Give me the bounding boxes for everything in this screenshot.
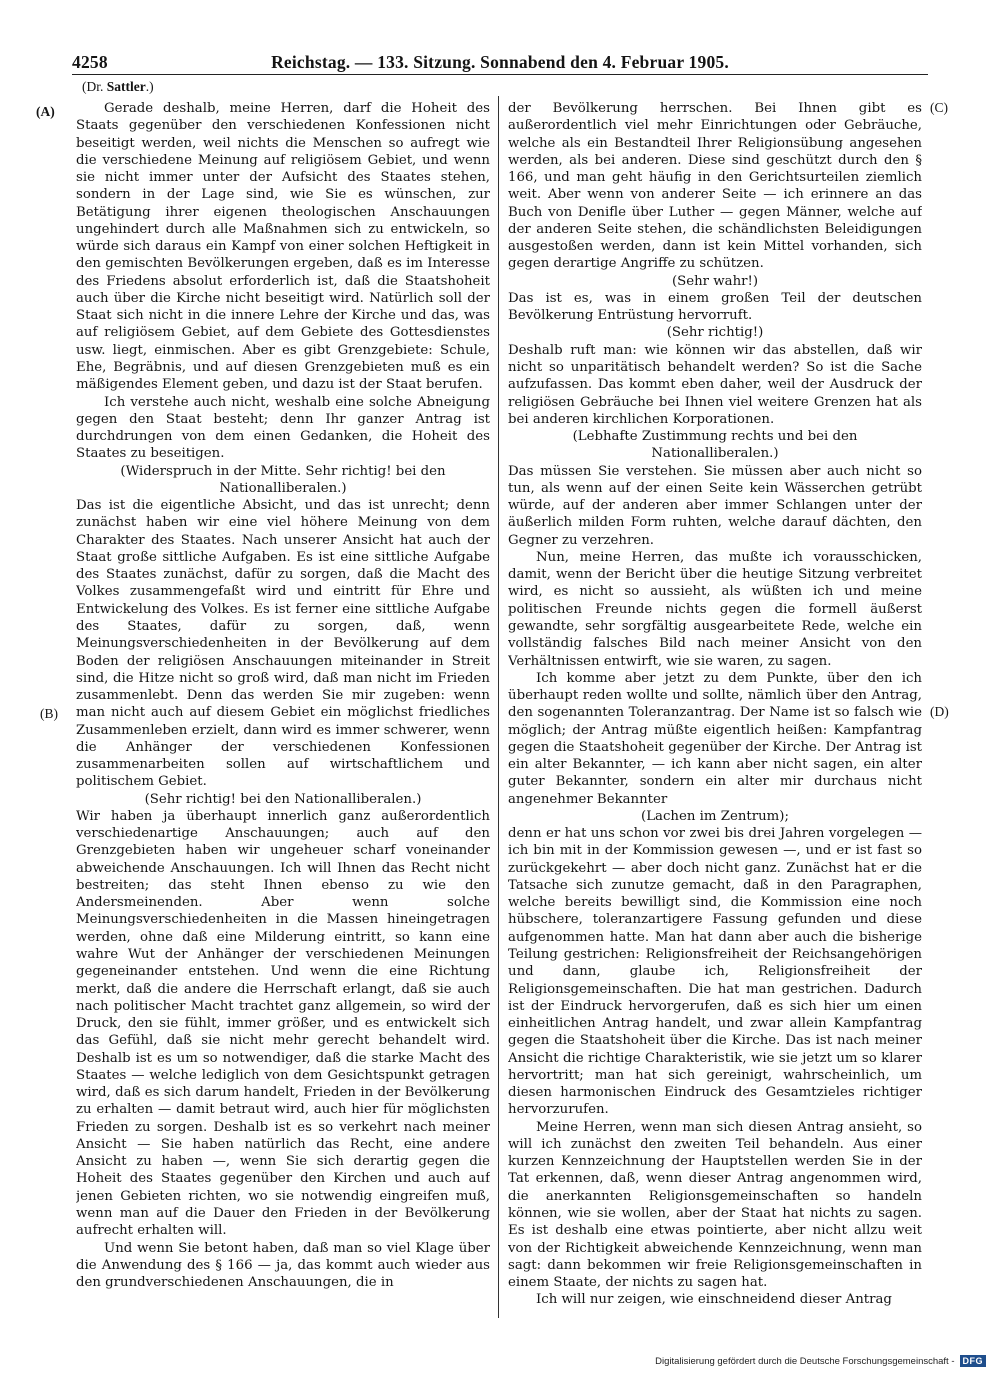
left-column-paragraph: Das ist die eigentliche Absicht, und das ist unrecht; denn zunächst haben wir eine viel höhere Meinung von dem Charakter des Staates. Nach unserer Ansicht hat auch der Staat große sittliche Aufgaben. Es ist eine sittliche Aufgabe des Staates zunächst, dafür zu sorgen, daß die Macht des Volkes zusammengefaßt wird und eintritt für Ehre und Entwickelung des Volkes. Es ist ferner eine sittliche Aufgabe des Staates, dafür zu sorgen, daß, wenn Meinungsverschiedenheiten in der Bevölkerung auf dem Boden der religiösen Anschauungen miteinander in Streit sind, die Hitze nicht so groß wird, daß man nicht im Frieden zusammenlebt. Denn das werden Sie mir zugeben: wenn man nicht auch auf diesem Gebiet ein möglichst friedliches Zusammenleben erzielt, dann wird es immer schwerer, wenn die Anhänger der verschiedenen Konfessionen zusammenarbeiten sollen auf wirtschaftlichem und politischem Gebiet. <box>76 498 490 790</box>
left-column-paragraph: (Widerspruch in der Mitte. Sehr richtig! bei den Nationalliberalen.) <box>120 463 446 496</box>
right-column-paragraph: (Sehr wahr!) <box>671 273 759 289</box>
speaker-suffix: .) <box>145 79 154 94</box>
left-column-paragraph: Wir haben ja überhaupt innerlich ganz außerordentlich verschiedenartige Anschauungen; auch auf den Grenzgebieten haben wir ungeheuer scharf voneinander abweichende Anschauungen. Ich will Ihnen das Recht nicht bestreiten; das steht Ihnen ebenso zu wie den Andersmeinenden. Aber wenn solche Meinungsverschiedenheiten in die Massen hineingetragen werden, ohne daß eine Milderung eintritt, so kann eine wahre Wut der Anhänger der verschiedenen Meinungen gegeneinander entstehen. Und wenn die eine Richtung merkt, daß die andere die Herrschaft erlangt, daß sie auch nach politischer Macht trachtet ganz allgemein, so wird der Druck, den sie fühlt, immer größer, und es entwickelt sich das Gefühl, daß sie nicht mehr gerecht behandelt wird. Deshalb ist es um so notwendiger, daß die starke Macht des Staates — welche lediglich von dem Gesichtspunkt getragen wird, daß es sich darum handelt, Frieden in der Bevölkerung zu erhalten — damit betraut wird, auch hier für möglichsten Frieden zu sorgen. Deshalb ist es so verkehrt nach meiner Ansicht — Sie haben natürlich das Recht, eine andere Ansicht zu haben —, wenn Sie sich derartig gegen die Hoheit des Staates gegenüber den Kirchen und auch auf jenen Gebieten richten, wo sie notwendig eingreifen muß, wenn man auf die Dauer den Frieden in der Bevölkerung aufrecht erhalten will. <box>76 808 490 1239</box>
right-column-paragraph: (Lachen im Zentrum); <box>641 808 789 824</box>
page-header <box>72 50 928 75</box>
margin-mark-b: (B) <box>40 706 58 721</box>
right-column-paragraph: Das müssen Sie verstehen. Sie müssen aber auch nicht so tun, als wenn auf der einen Seite kein Wässerchen getrübt würde, auf der anderen aber immer Schlangen unter der äußerlich milden Form ruhten, welche darauf dächten, den Gegner zu verzehren. <box>508 463 922 548</box>
left-column-paragraph: Und wenn Sie betont haben, daß man so viel Klage über die Anwendung des § 166 — ja, das kommt auch wieder aus den grundverschiedenen Anschauungen, die in <box>76 1240 490 1291</box>
right-column-paragraph: denn er hat uns schon vor zwei bis drei Jahren vorgelegen — ich bin mit in der Kommission gewesen —, und er ist fast so zurückgekehrt — aber doch nicht ganz. Zunächst hat er die Tatsache sich zunutze gemacht, daß in den Paragraphen, welche bereits bewilligt sind, die Kommission eine noch hübschere, toleranzartigere Fassung gefunden und diese aufgenommen hatte. Man hat dann aber auch die bisherige Teilung gestrichen: Religionsfreiheit der Reichsangehörigen und dann, glaube ich, Religionsfreiheit der Religionsgemeinschaften. Die hat man gestrichen. Dadurch ist der Eindruck hervorgerufen, daß es sich hier um einen einheitlichen Antrag handelt, und zwar allein Kampfantrag gegen die Staatshoheit über die Kirche. Das ist nach meiner Ansicht die richtige Charakteristik, wie sie jetzt um so klarer hervortritt; man hat sich gereinigt, wahrscheinlich, um diesen harmonischen Eindruck des Gesamtzieles richtiger hervorzurufen. <box>508 826 922 1118</box>
left-column-paragraph: Gerade deshalb, meine Herren, darf die Hoheit des Staats gegenüber den verschiedenen Konfessionen nicht beseitigt werden, weil nichts die Menschen so aufregt wie die verschiedene Meinung auf religiösem Gebiet, und wenn sie nicht immer unter der Aufsicht des Staates stehen, sondern in der Lage sind, wie Sie es wünschen, zur Betätigung ihrer eigenen theologischen Anschauungen ungehindert durch alle Maßnahmen sich zu entwickeln, so würde sich daraus ein Kampf von einer solchen Heftigkeit in den gemischten Bevölkerungen ergeben, daß es im Interesse des Friedens absolut erforderlich ist, daß die Staatshoheit auch über die Kirche nicht beseitigt wird. Natürlich soll der Staat sich nicht in die innere Lehre der Kirche und das, was auf religiösem Gebiet, auf dem Gebiete des Gottesdienstes usw. liegt, einmischen. Aber es gibt Grenzgebiete: Schule, Ehe, Begräbnis, und auf diesen Grenzgebieten muß es ein mäßigendes Element geben, und dazu ist der Staat berufen. <box>76 101 490 393</box>
footer <box>655 1355 986 1367</box>
right-column-paragraph: Nun, meine Herren, das mußte ich vorausschicken, damit, wenn der Bericht über die heutige Sitzung verbreitet wird, es nicht so aussieht, als wüßten ich und meine politischen Freunde nichts gegen die formell äußerst gewandte, sehr sorgfältig ausgearbeitete Rede, welche ein vollständig falsches Bild nach meiner Ansicht von den Verhältnissen entwirft, wie sie waren, zu sagen. <box>508 549 922 669</box>
dfg-logo: DFG <box>960 1355 987 1367</box>
column-divider <box>498 96 499 1318</box>
right-column-paragraph: (Sehr richtig!) <box>666 325 764 341</box>
margin-mark-d: (D) <box>930 704 949 719</box>
right-column-paragraph: Ich komme aber jetzt zu dem Punkte, über den ich überhaupt reden wollte und sollte, nämlich über den Antrag, den sogenannten Toleranzantrag. Der Name ist so falsch wie möglich; der Antrag müßte eigentlich heißen: Kampfantrag gegen die Staatshoheit gegenüber der Kirche. Der Antrag ist ein alter Bekannter, — ich kann aber nicht sagen, ein alter guter Bekannter, sondern ein alter mir durchaus nicht angenehmer Bekannter <box>508 670 922 807</box>
right-column-paragraph: Meine Herren, wenn man sich diesen Antrag ansieht, so will ich zunächst den zweiten Teil behandeln. Aus einer kurzen Kennzeichnung der Hauptstellen werden Sie in der Tat erkennen, daß, wenn dieser Antrag angenommen wird, die anerkannten Religionsgemeinschaften so handeln können, wie sie wollen, aber der Staat hat nichts zu sagen. Es ist deshalb eine etwas pointierte, aber nicht allzu weit von der Richtigkeit abweichende Kennzeichnung, wenn man sagt: dann bekommen wir freie Religionsgemeinschaften in einem Staate, der nichts zu sagen hat. <box>508 1119 922 1291</box>
speaker-prefix: (Dr. <box>82 79 104 94</box>
speaker-line <box>82 79 154 95</box>
left-column-paragraph: Ich verstehe auch nicht, weshalb eine solche Abneigung gegen den Staat besteht; denn Ihr ganzer Antrag ist durchdrungen von dem einen Gedanken, die Hoheit des Staates zu beseitigen. <box>76 394 490 462</box>
footer-credit: Digitalisierung gefördert durch die Deutsche Forschungsgemeinschaft - <box>655 1355 955 1367</box>
right-column-paragraph: Das ist es, was in einem großen Teil der deutschen Bevölkerung Entrüstung hervorruft. <box>508 290 922 324</box>
left-column <box>76 100 490 1318</box>
margin-mark-a: (A) <box>36 104 55 119</box>
left-column-paragraph: (Sehr richtig! bei den Nationalliberalen.) <box>144 791 422 807</box>
speaker-name: Sattler <box>106 79 146 94</box>
right-column <box>508 100 922 1318</box>
right-column-paragraph: Deshalb ruft man: wie können wir das abstellen, daß wir nicht so unparitätisch behandelt werden? So ist die Sache aufzufassen. Das kommt eben daher, weil der Ausdruck der religiösen Gebräuche bei Ihnen viel weitere Grenzen hat als bei anderen kirchlichen Korporationen. <box>508 342 922 427</box>
right-column-paragraph: Ich will nur zeigen, wie einschneidend dieser Antrag <box>536 1292 892 1308</box>
right-column-paragraph: der Bevölkerung herrschen. Bei Ihnen gibt es außerordentlich viel mehr Einrichtungen oder Gebräuche, welche als ein Bestandteil Ihrer Religionsübung angesehen werden, als bei anderen. Diese sind geschützt durch den § 166, und man geht häufig in den Gerichtsurteilen ziemlich weit. Aber wenn von anderer Seite — ich erinnere an das Buch von Denifle über Luther — gegen Männer, welche auf der anderen Seite stehen, die schändlichsten Beleidigungen ausgestoßen werden, dann ist kein Mittel vorhanden, sich gegen derartige Angriffe zu schützen. <box>508 101 922 272</box>
margin-mark-c: (C) <box>930 100 948 115</box>
page-number: 4258 <box>72 52 108 72</box>
right-column-paragraph: (Lebhafte Zustimmung rechts und bei den Nationalliberalen.) <box>572 429 858 462</box>
page-title: Reichstag. — 133. Sitzung. Sonnabend den 4. Februar 1905. <box>271 52 729 72</box>
